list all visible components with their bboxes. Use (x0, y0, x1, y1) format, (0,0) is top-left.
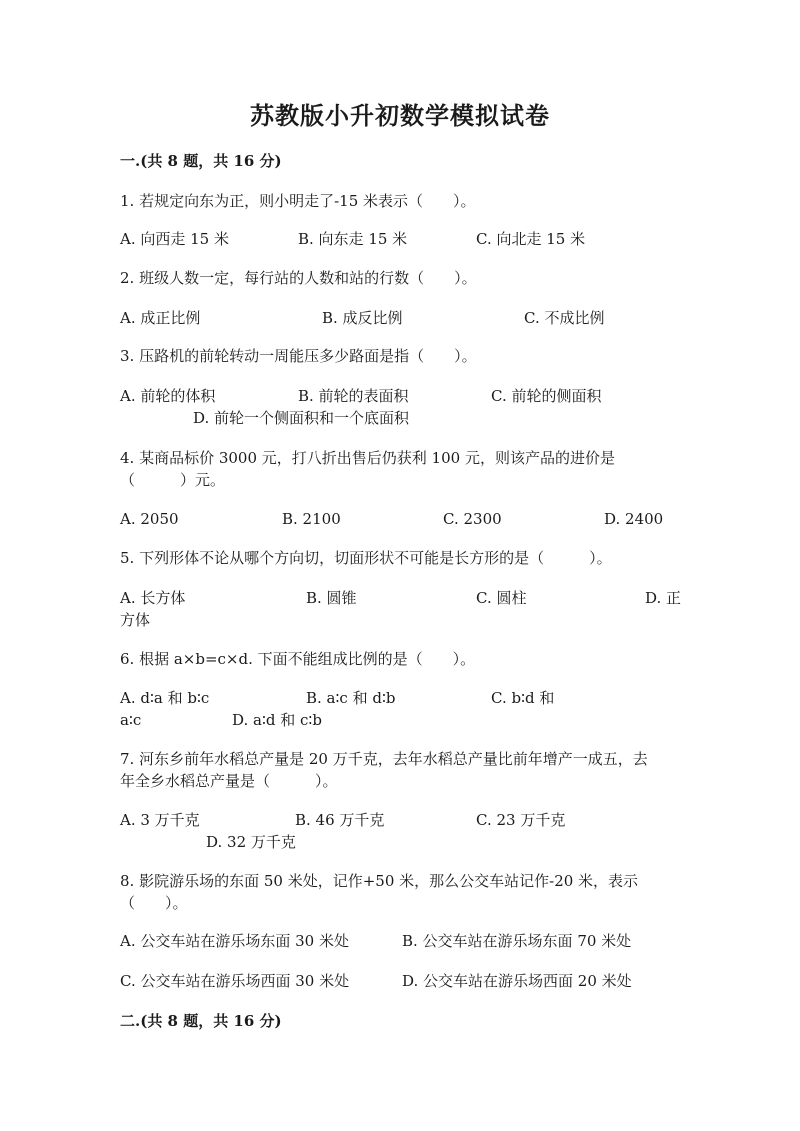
question-5-option-d: D. 正 (645, 589, 682, 607)
question-4-option-c: C. 2300 (443, 510, 502, 528)
question-5-option-b: B. 圆锥 (306, 589, 357, 607)
question-8-option-c: C. 公交车站在游乐场西面 30 米处 (120, 972, 350, 990)
question-7-option-b: B. 46 万千克 (295, 811, 385, 829)
page-title: 苏教版小升初数学模拟试卷 (250, 101, 550, 130)
question-1-option-c: C. 向北走 15 米 (476, 230, 586, 248)
question-3-option-c: C. 前轮的侧面积 (491, 387, 602, 405)
question-7-option-c: C. 23 万千克 (476, 811, 566, 829)
question-3-option-d: D. 前轮一个侧面积和一个底面积 (193, 409, 410, 427)
question-6-option-c: C. b∶d 和 (491, 689, 555, 707)
question-5-option-d-wrap: 方体 (120, 611, 151, 629)
question-2-option-c: C. 不成比例 (524, 309, 605, 327)
question-7-option-d: D. 32 万千克 (206, 833, 296, 851)
question-8-option-b: B. 公交车站在游乐场东面 70 米处 (402, 932, 632, 950)
question-8-option-a: A. 公交车站在游乐场东面 30 米处 (120, 932, 349, 950)
question-6-option-d: D. a∶d 和 c∶b (232, 711, 322, 729)
question-3-option-a: A. 前轮的体积 (120, 387, 216, 405)
question-6-option-a: A. d∶a 和 b∶c (120, 689, 210, 707)
question-7-stem-line2: 年全乡水稻总产量是（ ）。 (120, 772, 338, 790)
question-8-stem-line1: 8. 影院游乐场的东面 50 米处，记作+50 米，那么公交车站记作-20 米，表示 (120, 872, 639, 890)
question-6-option-b: B. a∶c 和 d∶b (306, 689, 396, 707)
question-2-option-a: A. 成正比例 (120, 309, 201, 327)
question-2-stem: 2. 班级人数一定，每行站的人数和站的行数（ ）。 (120, 269, 477, 287)
question-5-stem: 5. 下列形体不论从哪个方向切，切面形状不可能是长方形的是（ ）。 (120, 549, 612, 567)
question-5-option-a: A. 长方体 (120, 589, 186, 607)
question-4-option-b: B. 2100 (282, 510, 341, 528)
question-6-option-c-wrap: a∶c (120, 711, 142, 729)
question-1-option-a: A. 向西走 15 米 (120, 230, 229, 248)
question-8-option-d: D. 公交车站在游乐场西面 20 米处 (402, 972, 632, 990)
question-4-stem-line2: （ ）元。 (120, 471, 226, 489)
question-8-stem-line2: （ ）。 (120, 894, 188, 912)
question-3-option-b: B. 前轮的表面积 (298, 387, 409, 405)
question-1-option-b: B. 向东走 15 米 (298, 230, 408, 248)
question-4-stem-line1: 4. 某商品标价 3000 元，打八折出售后仍获利 100 元，则该产品的进价是 (120, 449, 615, 467)
question-4-option-a: A. 2050 (120, 510, 179, 528)
question-2-option-b: B. 成反比例 (322, 309, 403, 327)
question-7-option-a: A. 3 万千克 (120, 811, 200, 829)
question-6-stem: 6. 根据 a×b=c×d. 下面不能组成比例的是（ ）。 (120, 650, 476, 668)
question-1-stem: 1. 若规定向东为正，则小明走了-15 米表示（ ）。 (120, 192, 476, 210)
question-3-stem: 3. 压路机的前轮转动一周能压多少路面是指（ ）。 (120, 347, 477, 365)
question-7-stem-line1: 7. 河东乡前年水稻总产量是 20 万千克，去年水稻总产量比前年增产一成五，去 (120, 750, 648, 768)
question-5-option-c: C. 圆柱 (476, 589, 527, 607)
question-4-option-d: D. 2400 (604, 510, 664, 528)
section-heading-2: 二.(共 8 题，共 16 分) (120, 1012, 282, 1030)
section-heading-1: 一.(共 8 题，共 16 分) (120, 152, 282, 170)
